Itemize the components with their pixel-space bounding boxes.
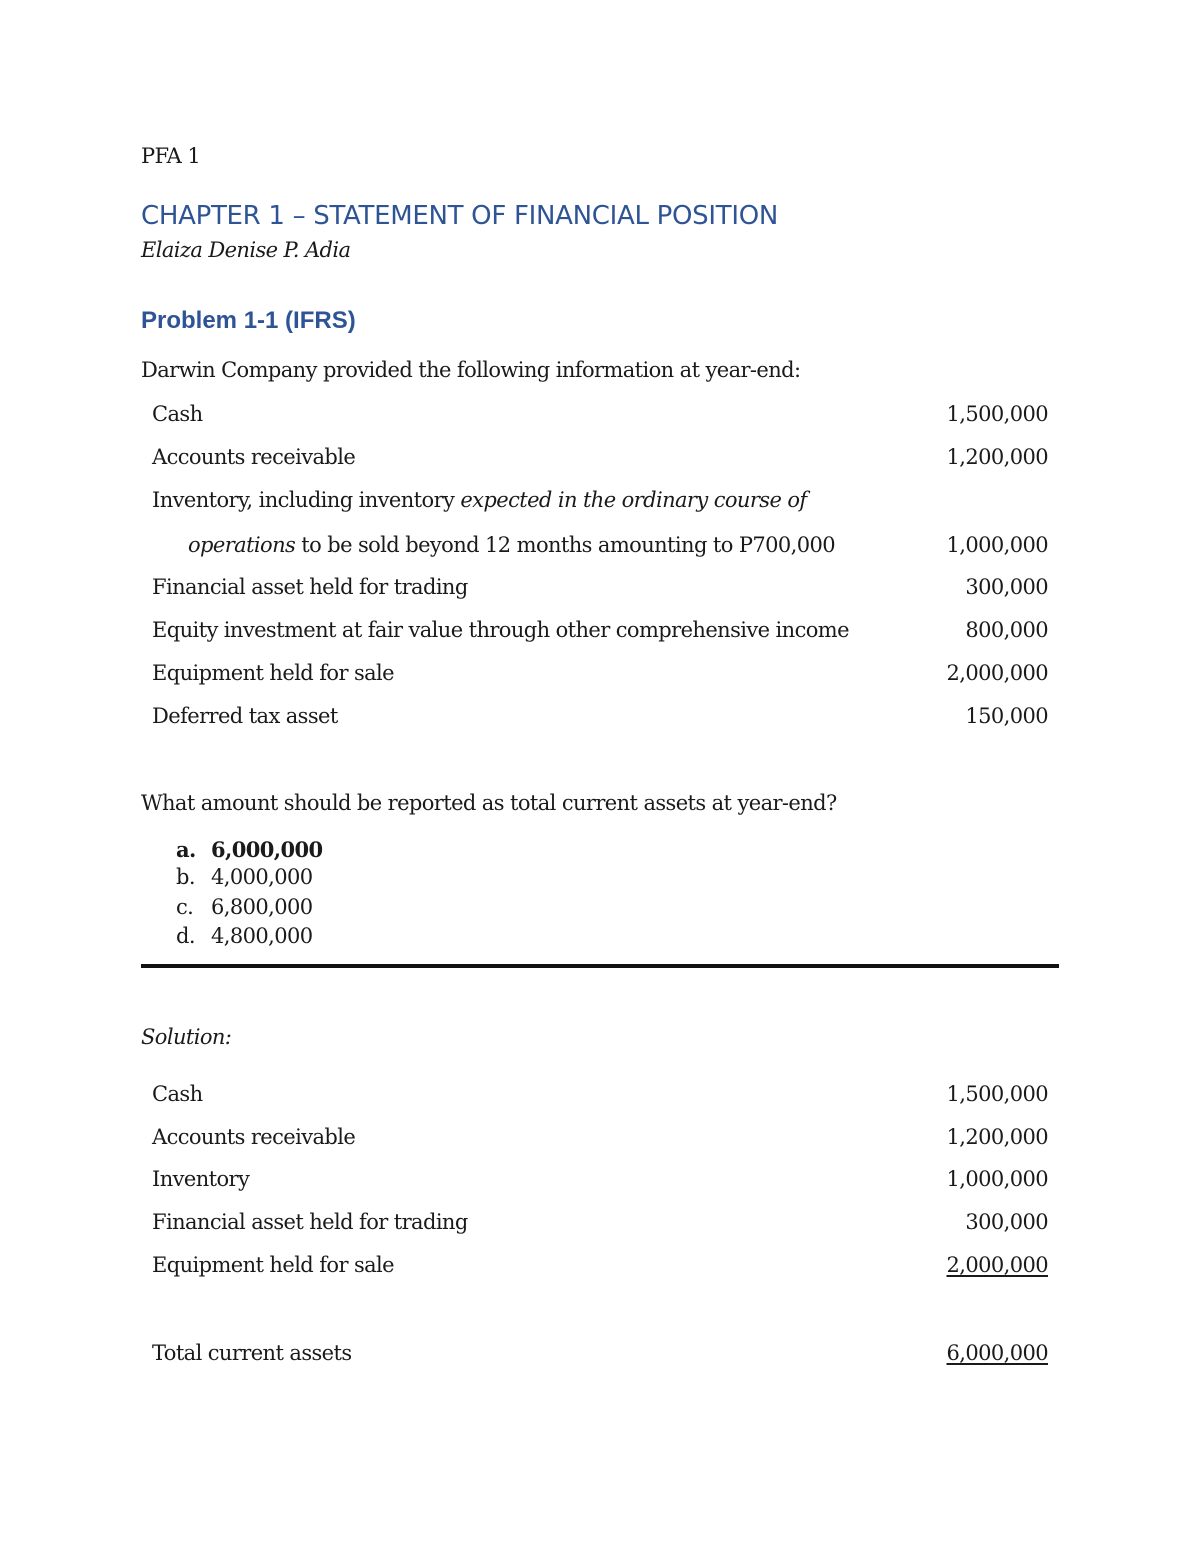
item-label: Deferred tax asset	[152, 704, 338, 728]
item-label: Equipment held for sale	[152, 661, 394, 685]
item-value: 1,000,000	[946, 533, 1048, 557]
item-label: Cash	[152, 402, 203, 426]
choice-letter: d.	[176, 924, 195, 948]
choice-letter: b.	[176, 865, 195, 889]
item-label	[152, 488, 807, 512]
total-value: 6,000,000	[946, 1341, 1048, 1365]
choice-text: 4,800,000	[211, 924, 313, 948]
author-name: Elaiza Denise P. Adia	[141, 238, 351, 262]
choice-c	[176, 895, 312, 919]
item-value: 1,500,000	[946, 402, 1048, 426]
header-label: PFA 1	[141, 144, 201, 168]
item-label	[188, 533, 835, 557]
choice-letter: a.	[176, 837, 196, 862]
solution-item-value: 1,200,000	[946, 1125, 1048, 1149]
choice-d	[176, 924, 312, 948]
choice-text: 6,000,000	[211, 837, 323, 862]
solution-item-value: 1,500,000	[946, 1082, 1048, 1106]
solution-item-label: Accounts receivable	[152, 1125, 356, 1149]
item-value: 150,000	[965, 704, 1048, 728]
item-label: Financial asset held for trading	[152, 575, 468, 599]
total-label: Total current assets	[152, 1341, 352, 1365]
solution-item-value: 2,000,000	[946, 1253, 1048, 1277]
item-value: 800,000	[965, 618, 1048, 642]
solution-item-label: Financial asset held for trading	[152, 1210, 468, 1234]
item-label-emphasis: expected in the ordinary course of	[460, 488, 807, 512]
section-divider	[141, 964, 1059, 968]
choice-b	[176, 865, 312, 889]
item-value: 1,200,000	[946, 445, 1048, 469]
solution-item-value: 1,000,000	[946, 1167, 1048, 1191]
chapter-title: CHAPTER 1 – STATEMENT OF FINANCIAL POSITION	[141, 201, 779, 231]
item-value: 300,000	[965, 575, 1048, 599]
choice-a	[176, 837, 323, 862]
item-value: 2,000,000	[946, 661, 1048, 685]
problem-heading: Problem 1-1 (IFRS)	[141, 307, 356, 334]
solution-item-label: Inventory	[152, 1167, 250, 1191]
solution-item-label: Cash	[152, 1082, 203, 1106]
question-text: What amount should be reported as total current assets at year-end?	[141, 791, 837, 815]
solution-item-label: Equipment held for sale	[152, 1253, 394, 1277]
item-label-text: Inventory, including inventory	[152, 488, 461, 512]
item-label-text: to be sold beyond 12 months amounting to P700,000	[295, 533, 835, 557]
item-label-emphasis: operations	[188, 533, 296, 557]
problem-intro: Darwin Company provided the following information at year-end:	[141, 358, 801, 382]
item-label: Accounts receivable	[152, 445, 356, 469]
choice-text: 4,000,000	[211, 865, 313, 889]
solution-label: Solution:	[141, 1025, 232, 1049]
solution-item-value: 300,000	[965, 1210, 1048, 1234]
item-label: Equity investment at fair value through other comprehensive income	[152, 618, 849, 642]
choice-text: 6,800,000	[211, 895, 313, 919]
choice-letter: c.	[176, 895, 194, 919]
